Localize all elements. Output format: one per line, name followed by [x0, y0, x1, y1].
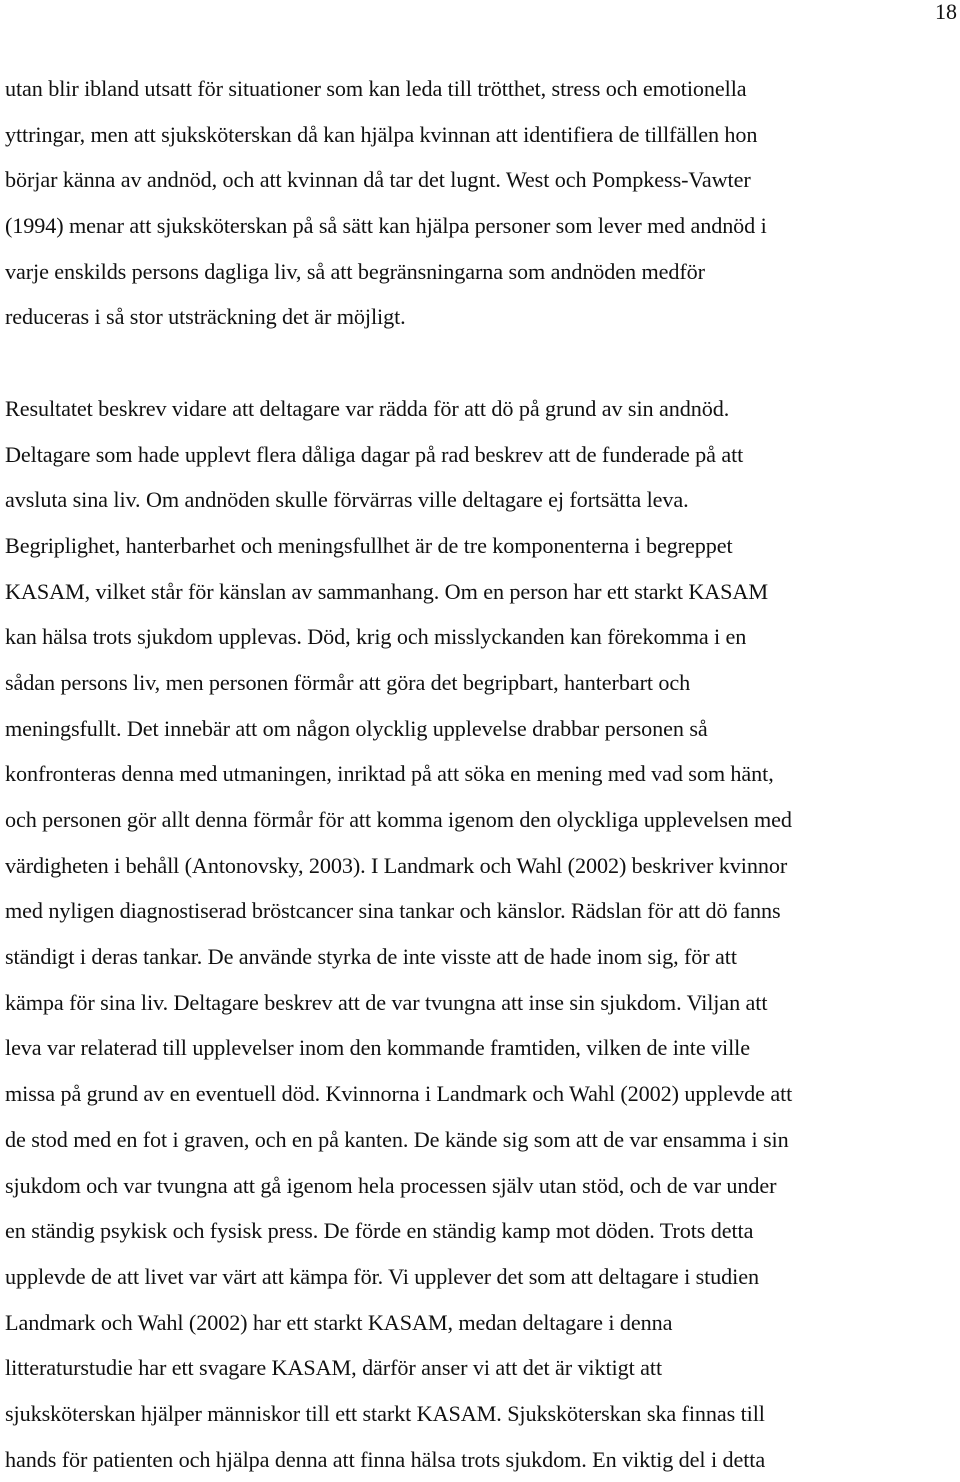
text-line: avsluta sina liv. Om andnöden skulle förvärras ville deltagare ej fortsätta leva.: [5, 487, 689, 513]
text-line: kan hälsa trots sjukdom upplevas. Död, krig och misslyckanden kan förekomma i en: [5, 624, 747, 650]
body-text: [5, 66, 955, 1482]
page-number: 18: [935, 0, 957, 24]
text-line: börjar känna av andnöd, och att kvinnan då tar det lugnt. West och Pompkess-Vawter: [5, 167, 751, 193]
text-line: utan blir ibland utsatt för situationer som kan leda till trötthet, stress och emotionella: [5, 76, 747, 101]
text-line: ständigt i deras tankar. De använde styrka de inte visste att de hade inom sig, för att: [5, 944, 737, 970]
text-line: konfronteras denna med utmaningen, inriktad på att söka en mening med vad som hänt,: [5, 761, 774, 787]
text-line: KASAM, vilket står för känslan av sammanhang. Om en person har ett starkt KASAM: [5, 578, 768, 604]
text-line: Resultatet beskrev vidare att deltagare var rädda för att dö på grund av sin andnöd.: [5, 395, 730, 421]
text-line: litteraturstudie har ett svagare KASAM, därför anser vi att det är viktigt att: [5, 1355, 663, 1381]
text-line: kämpa för sina liv. Deltagare beskrev att de var tvungna att inse sin sjukdom. Viljan att: [5, 989, 768, 1015]
text-line: (1994) menar att sjuksköterskan på så sätt kan hjälpa personer som lever med andnöd i: [5, 213, 767, 239]
text-line: Deltagare som hade upplevt flera dåliga dagar på rad beskrev att de funderade på att: [5, 441, 744, 467]
text-line: reduceras i så stor utsträckning det är möjligt.: [5, 304, 406, 330]
paragraph-gap: [5, 340, 955, 386]
text-line: yttringar, men att sjuksköterskan då kan hjälpa kvinnan att identifiera de tillfällen hon: [5, 121, 758, 147]
text-line: leva var relaterad till upplevelser inom den kommande framtiden, vilken de inte ville: [5, 1035, 750, 1061]
text-line: de stod med en fot i graven, och en på kanten. De kände sig som att de var ensamma i sin: [5, 1126, 789, 1152]
text-line: och personen gör allt denna förmår för att komma igenom den olyckliga upplevelsen med: [5, 807, 792, 832]
text-line: sådan persons liv, men personen förmår att göra det begripbart, hanterbart och: [5, 669, 691, 695]
text-line: Landmark och Wahl (2002) har ett starkt KASAM, medan deltagare i denna: [5, 1309, 673, 1335]
text-line: Begriplighet, hanterbarhet och meningsfullhet är de tre komponenterna i begreppet: [5, 532, 733, 558]
text-line: sjuksköterskan hjälper människor till ett starkt KASAM. Sjuksköterskan ska finnas till: [5, 1400, 765, 1426]
text-line: med nyligen diagnostiserad bröstcancer sina tankar och känslor. Rädslan för att dö fanns: [5, 898, 781, 924]
text-line: sjukdom och var tvungna att gå igenom hela processen själv utan stöd, och de var under: [5, 1172, 777, 1198]
text-line: värdigheten i behåll (Antonovsky, 2003). I Landmark och Wahl (2002) beskriver kvinnor: [5, 852, 788, 878]
text-line: meningsfullt. Det innebär att om någon olycklig upplevelse drabbar personen så: [5, 715, 708, 741]
text-line: varje enskilds persons dagliga liv, så att begränsningarna som andnöden medför: [5, 258, 705, 284]
text-line: en ständig psykisk och fysisk press. De förde en ständig kamp mot döden. Trots detta: [5, 1218, 754, 1244]
text-line: hands för patienten och hjälpa denna att finna hälsa trots sjukdom. En viktig del i detta: [5, 1446, 766, 1472]
text-line: missa på grund av en eventuell död. Kvinnorna i Landmark och Wahl (2002) upplevde att: [5, 1081, 793, 1107]
text-line: upplevde de att livet var värt att kämpa för. Vi upplever det som att deltagare i studien: [5, 1263, 759, 1289]
